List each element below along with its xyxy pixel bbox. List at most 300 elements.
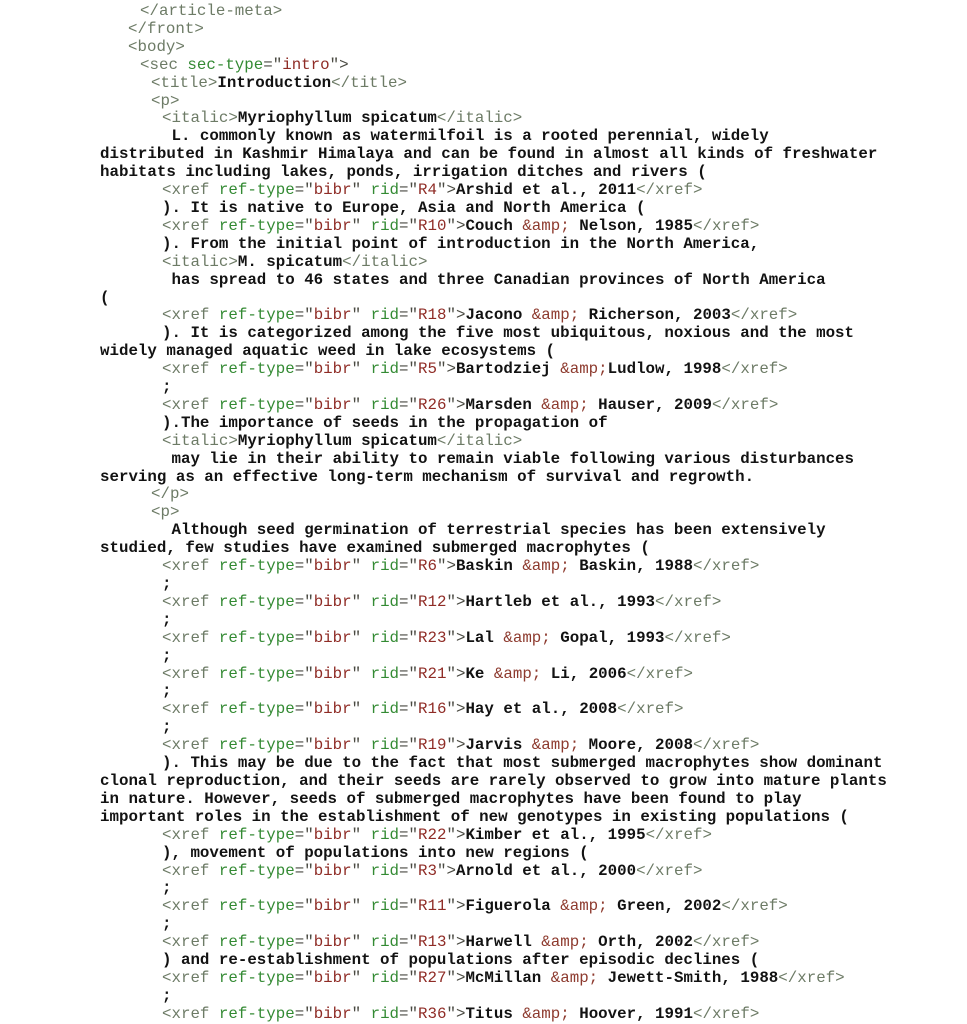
xml-attr-value: R10: [418, 216, 447, 235]
code-line: [100, 952, 947, 970]
xml-text: has spread to 46 states and three Canadian provinces of North America: [162, 270, 826, 289]
xml-text: Gopal, 1993: [550, 628, 665, 647]
xml-text: Jewett-Smith, 1988: [598, 968, 779, 987]
xml-punct: =": [399, 592, 419, 611]
xml-punct: ": [351, 861, 371, 880]
xml-punct: ": [351, 825, 371, 844]
code-line: [100, 254, 947, 272]
code-line: [100, 934, 947, 952]
code-line: [100, 988, 947, 1006]
xml-text: Harwell: [465, 933, 542, 952]
xml-tag: </xref>: [692, 1004, 760, 1023]
code-line: [100, 666, 947, 684]
code-line: [100, 791, 947, 809]
xml-tag: <italic>: [162, 431, 238, 450]
xml-tag: </xref>: [692, 216, 760, 235]
xml-attr-name: ref-type: [218, 181, 295, 200]
code-line: [100, 970, 947, 988]
xml-tag: <xref: [162, 557, 219, 576]
xml-tag: <xref: [162, 664, 219, 683]
code-line: [100, 1006, 947, 1024]
xml-text: Bartodziej: [455, 360, 561, 379]
xml-tag: </xref>: [721, 360, 788, 379]
xml-attr-name: rid: [370, 825, 400, 844]
code-line: [100, 39, 947, 57]
xml-punct: ">: [446, 216, 466, 235]
code-line: [100, 146, 947, 164]
xml-attr-value: R3: [418, 861, 437, 880]
xml-attr-value: R5: [418, 360, 437, 379]
xml-tag: </xref>: [692, 933, 760, 952]
xml-text: Arnold et al., 2000: [455, 861, 637, 880]
xml-tag: </p>: [151, 485, 189, 504]
xml-punct: ": [351, 897, 371, 916]
xml-tag: <xref: [162, 968, 219, 987]
xml-attr-name: rid: [370, 861, 400, 880]
xml-punct: =": [399, 825, 419, 844]
xml-attr-name: rid: [370, 736, 400, 755]
xml-text: ), movement of populations into new regions (: [162, 843, 589, 862]
xml-text: ) and re-establishment of populations after episodic declines (: [162, 951, 760, 970]
xml-attr-value: bibr: [313, 664, 352, 683]
code-line: [100, 916, 947, 934]
code-line: [100, 719, 947, 737]
xml-text: (: [100, 288, 110, 307]
xml-tag: <xref: [162, 825, 219, 844]
xml-attr-value: R18: [418, 306, 447, 325]
xml-attr-value: bibr: [313, 1004, 352, 1023]
xml-punct: ": [351, 360, 371, 379]
xml-attr-value: R16: [418, 700, 447, 719]
xml-punct: ": [351, 664, 371, 683]
xml-text: Kimber et al., 1995: [465, 825, 646, 844]
xml-attr-name: rid: [370, 933, 400, 952]
xml-text: ).The importance of seeds in the propagation of: [162, 413, 608, 432]
xml-text: widely managed aquatic weed in lake ecosystems (: [100, 342, 556, 361]
xml-text: ;: [162, 378, 172, 397]
xml-text: Orth, 2002: [588, 933, 693, 952]
xml-attr-value: bibr: [313, 700, 352, 719]
xml-text: ;: [162, 915, 172, 934]
xml-punct: =": [399, 557, 419, 576]
code-line: [100, 701, 947, 719]
xml-text: ). From the initial point of introduction in the North America,: [162, 234, 760, 253]
xml-entity: &amp;: [531, 306, 580, 325]
code-line: [100, 486, 947, 504]
xml-punct: ">: [446, 897, 466, 916]
xml-text: Myriophyllum spicatum: [237, 431, 437, 450]
xml-attr-name: rid: [370, 664, 400, 683]
code-line: [100, 361, 947, 379]
xml-punct: ": [351, 1004, 371, 1023]
xml-text: ). This may be due to the fact that most submerged macrophytes show dominant: [162, 754, 883, 773]
xml-text: studied, few studies have examined submerged macrophytes (: [100, 539, 650, 558]
xml-attr-value: bibr: [313, 181, 352, 200]
xml-tag: </xref>: [692, 557, 760, 576]
xml-attr-value: bibr: [313, 825, 352, 844]
xml-punct: ">: [446, 825, 466, 844]
xml-punct: =": [399, 664, 419, 683]
xml-attr-value: bibr: [313, 360, 352, 379]
xml-punct: =": [399, 861, 419, 880]
code-line: [100, 540, 947, 558]
xml-text: ;: [162, 986, 172, 1005]
xml-punct: =": [294, 306, 314, 325]
code-line: [100, 3, 947, 21]
xml-tag: <xref: [162, 1004, 219, 1023]
code-line: [100, 93, 947, 111]
xml-attr-value: bibr: [313, 306, 352, 325]
xml-attr-name: rid: [370, 700, 400, 719]
xml-entity: &amp;: [550, 968, 599, 987]
xml-text: clonal reproduction, and their seeds are rarely observed to grow into mature plants: [100, 771, 887, 790]
xml-text: Green, 2002: [607, 897, 722, 916]
xml-punct: =": [399, 968, 419, 987]
xml-attr-value: bibr: [313, 897, 352, 916]
xml-punct: ": [351, 933, 371, 952]
xml-attr-name: ref-type: [218, 968, 295, 987]
code-line: [100, 21, 947, 39]
xml-text: Ludlow, 1998: [607, 360, 722, 379]
xml-text: ;: [162, 610, 172, 629]
xml-punct: =": [294, 968, 314, 987]
xml-tag: </xref>: [636, 861, 703, 880]
xml-punct: ">: [446, 1004, 466, 1023]
xml-tag: <xref: [162, 861, 219, 880]
xml-text: in nature. However, seeds of submerged macrophytes have been found to play: [100, 789, 802, 808]
code-line: [100, 469, 947, 487]
xml-tag: <xref: [162, 736, 219, 755]
xml-attr-value: R11: [418, 897, 447, 916]
xml-punct: ": [351, 628, 371, 647]
xml-entity: &amp;: [522, 557, 570, 576]
xml-text: L. commonly known as watermilfoil is a rooted perennial, widely: [162, 127, 769, 146]
xml-entity: &amp;: [522, 1004, 570, 1023]
xml-entity: &amp;: [522, 216, 570, 235]
xml-attr-value: bibr: [313, 933, 352, 952]
xml-text: Titus: [465, 1004, 523, 1023]
xml-attr-value: R21: [418, 664, 447, 683]
code-line: [100, 182, 947, 200]
xml-tag: <xref: [162, 700, 219, 719]
code-line: [100, 236, 947, 254]
xml-tag: <xref: [162, 395, 219, 414]
xml-tag: </xref>: [664, 628, 731, 647]
xml-text: McMillan: [465, 968, 551, 987]
code-line: [100, 128, 947, 146]
xml-text: Baskin: [455, 557, 523, 576]
xml-punct: =": [399, 933, 419, 952]
xml-text: Couch: [465, 216, 523, 235]
xml-text: ;: [162, 682, 172, 701]
xml-attr-name: ref-type: [218, 861, 295, 880]
xml-attr-name: ref-type: [218, 216, 295, 235]
xml-punct: =": [294, 861, 314, 880]
xml-punct: =": [294, 592, 314, 611]
xml-text: ). It is native to Europe, Asia and North America (: [162, 198, 646, 217]
xml-tag: <body>: [128, 37, 185, 56]
xml-punct: ": [351, 216, 371, 235]
xml-text: ). It is categorized among the five most ubiquitous, noxious and the most: [162, 324, 855, 343]
xml-tag: <sec: [140, 55, 188, 74]
xml-punct: ">: [446, 933, 466, 952]
xml-punct: =": [294, 700, 314, 719]
xml-punct: =": [294, 736, 314, 755]
code-line: [100, 397, 947, 415]
code-line: [100, 433, 947, 451]
xml-attr-name: ref-type: [218, 360, 295, 379]
xml-punct: =": [399, 700, 419, 719]
xml-attr-value: bibr: [313, 557, 352, 576]
xml-text: distributed in Kashmir Himalaya and can be found in almost all kinds of freshwater: [100, 145, 878, 164]
xml-tag: <xref: [162, 592, 219, 611]
code-line: [100, 415, 947, 433]
code-line: [100, 737, 947, 755]
code-line: [100, 164, 947, 182]
xml-text: serving as an effective long-term mechanism of survival and regrowth.: [100, 467, 755, 486]
xml-punct: ": [351, 181, 371, 200]
code-line: [100, 522, 947, 540]
code-line: [100, 110, 947, 128]
xml-attr-value: R12: [418, 592, 447, 611]
xml-attr-name: ref-type: [218, 897, 295, 916]
xml-entity: &amp;: [531, 736, 580, 755]
xml-text: Li, 2006: [541, 664, 627, 683]
xml-text: Figuerola: [465, 897, 561, 916]
xml-attr-name: ref-type: [218, 933, 295, 952]
xml-punct: =": [399, 216, 419, 235]
xml-attr-value: R22: [418, 825, 447, 844]
xml-attr-value: bibr: [313, 592, 352, 611]
xml-punct: =": [399, 181, 419, 200]
code-line: [100, 755, 947, 773]
xml-punct: =": [294, 897, 314, 916]
xml-text: Hartleb et al., 1993: [465, 592, 656, 611]
xml-attr-value: R26: [418, 395, 447, 414]
xml-tag: <p>: [151, 503, 180, 522]
xml-tag: </xref>: [617, 700, 684, 719]
xml-attr-value: R23: [418, 628, 447, 647]
xml-tag: <italic>: [162, 252, 238, 271]
xml-tag: <xref: [162, 360, 219, 379]
xml-tag: </xref>: [692, 736, 760, 755]
code-line: [100, 880, 947, 898]
code-line: [100, 75, 947, 93]
xml-text: important roles in the establishment of new genotypes in existing populations (: [100, 807, 849, 826]
xml-punct: ">: [446, 592, 466, 611]
xml-text: ;: [162, 879, 172, 898]
code-line: [100, 307, 947, 325]
xml-tag: </xref>: [730, 306, 798, 325]
xml-punct: ">: [436, 360, 456, 379]
xml-punct: ": [351, 306, 371, 325]
xml-text: Hay et al., 2008: [465, 700, 618, 719]
xml-attr-value: R4: [418, 181, 437, 200]
xml-punct: ": [351, 557, 371, 576]
xml-punct: ">: [436, 181, 456, 200]
code-line: [100, 612, 947, 630]
xml-attr-name: ref-type: [218, 1004, 295, 1023]
xml-attr-name: ref-type: [218, 628, 295, 647]
xml-punct: =": [294, 216, 314, 235]
xml-tag: </italic>: [436, 109, 523, 128]
xml-punct: =": [399, 306, 419, 325]
xml-text: Moore, 2008: [579, 736, 693, 755]
xml-attr-name: rid: [370, 395, 400, 414]
xml-punct: ">: [446, 395, 466, 414]
xml-attr-name: ref-type: [218, 306, 295, 325]
xml-tag: </xref>: [711, 395, 779, 414]
xml-attr-value: intro: [282, 55, 330, 74]
xml-attr-value: bibr: [313, 628, 352, 647]
xml-tag: <xref: [162, 628, 219, 647]
xml-tag: <xref: [162, 216, 219, 235]
xml-text: Jarvis: [465, 736, 532, 755]
xml-tag: <p>: [151, 91, 180, 110]
xml-punct: =": [399, 897, 419, 916]
xml-punct: =": [399, 360, 419, 379]
xml-text: habitats including lakes, ponds, irrigation ditches and rivers (: [100, 163, 707, 182]
code-line: [100, 200, 947, 218]
xml-text: Baskin, 1988: [569, 557, 693, 576]
xml-text: Arshid et al., 2011: [455, 181, 637, 200]
xml-text: Jacono: [465, 306, 532, 325]
xml-punct: =": [294, 825, 314, 844]
xml-tag: </xref>: [636, 181, 703, 200]
xml-attr-value: bibr: [313, 736, 352, 755]
xml-punct: =": [294, 664, 314, 683]
xml-attr-name: ref-type: [218, 664, 295, 683]
xml-tag: <xref: [162, 306, 219, 325]
xml-tag: </front>: [128, 19, 204, 38]
code-line: [100, 290, 947, 308]
xml-punct: =": [294, 933, 314, 952]
xml-tag: </italic>: [436, 431, 523, 450]
code-line: [100, 504, 947, 522]
code-line: [100, 863, 947, 881]
code-line: [100, 343, 947, 361]
xml-attr-value: R19: [418, 736, 447, 755]
xml-attr-value: bibr: [313, 861, 352, 880]
xml-punct: ">: [446, 700, 466, 719]
code-line: [100, 57, 947, 75]
xml-attr-name: ref-type: [218, 825, 295, 844]
xml-attr-name: rid: [370, 1004, 400, 1023]
xml-attr-name: ref-type: [218, 395, 295, 414]
xml-attr-value: R36: [418, 1004, 447, 1023]
xml-tag: </article-meta>: [140, 2, 283, 20]
xml-text: Lal: [465, 628, 504, 647]
xml-tag: </xref>: [626, 664, 693, 683]
xml-attr-name: rid: [370, 628, 400, 647]
code-line: [100, 773, 947, 791]
xml-text: Hauser, 2009: [588, 395, 712, 414]
xml-punct: =": [294, 360, 314, 379]
xml-text: may lie in their ability to remain viable following various disturbances: [162, 449, 855, 468]
xml-punct: ": [351, 700, 371, 719]
xml-text: Although seed germination of terrestrial species has been extensively: [162, 521, 826, 540]
xml-attr-name: rid: [370, 216, 400, 235]
code-line: [100, 325, 947, 343]
xml-tag: </xref>: [645, 825, 712, 844]
code-line: [100, 379, 947, 397]
xml-punct: =": [294, 181, 314, 200]
xml-punct: ">: [446, 736, 466, 755]
code-line: [100, 648, 947, 666]
xml-punct: =": [399, 395, 419, 414]
xml-attr-name: ref-type: [218, 557, 295, 576]
xml-punct: ">: [436, 557, 456, 576]
xml-punct: ": [351, 592, 371, 611]
code-line: [100, 827, 947, 845]
xml-attr-value: R13: [418, 933, 447, 952]
xml-punct: ">: [436, 861, 456, 880]
code-line: [100, 898, 947, 916]
xml-text: Introduction: [217, 73, 332, 92]
xml-text: Marsden: [465, 395, 542, 414]
code-line: [100, 845, 947, 863]
xml-attr-name: ref-type: [218, 736, 295, 755]
code-line: [100, 451, 947, 469]
xml-entity: &amp;: [560, 897, 608, 916]
xml-text: Ke: [465, 664, 494, 683]
code-line: [100, 576, 947, 594]
xml-punct: =": [294, 628, 314, 647]
xml-attr-name: rid: [370, 897, 400, 916]
code-line: [100, 218, 947, 236]
xml-attr-name: ref-type: [218, 700, 295, 719]
xml-punct: =": [294, 557, 314, 576]
xml-attr-name: ref-type: [218, 592, 295, 611]
xml-attr-value: R6: [418, 557, 437, 576]
xml-text: ;: [162, 646, 172, 665]
xml-tag: <xref: [162, 897, 219, 916]
xml-tag: <xref: [162, 933, 219, 952]
code-line: [100, 558, 947, 576]
xml-text: M. spicatum: [237, 252, 343, 271]
xml-attr-value: bibr: [313, 968, 352, 987]
xml-text: Nelson, 1985: [569, 216, 693, 235]
xml-punct: ">: [329, 55, 349, 74]
xml-tag: </xref>: [721, 897, 788, 916]
xml-punct: ": [351, 736, 371, 755]
xml-attr-value: bibr: [313, 216, 352, 235]
xml-attr-name: rid: [370, 181, 400, 200]
xml-punct: ": [351, 395, 371, 414]
xml-entity: &amp;: [493, 664, 542, 683]
xml-attr-name: sec-type: [187, 55, 264, 74]
xml-tag: </xref>: [655, 592, 722, 611]
xml-punct: =": [294, 1004, 314, 1023]
xml-attr-name: rid: [370, 360, 400, 379]
xml-attr-name: rid: [370, 968, 400, 987]
xml-tag: </title>: [331, 73, 407, 92]
xml-attr-name: rid: [370, 306, 400, 325]
xml-text: Myriophyllum spicatum: [237, 109, 437, 128]
xml-text: ;: [162, 575, 172, 593]
xml-punct: ">: [446, 628, 466, 647]
xml-punct: =": [399, 628, 419, 647]
xml-entity: &amp;: [541, 933, 589, 952]
xml-entity: &amp;: [503, 628, 551, 647]
xml-punct: =": [294, 395, 314, 414]
xml-attr-value: bibr: [313, 395, 352, 414]
code-line: [100, 272, 947, 290]
xml-text: Richerson, 2003: [579, 306, 731, 325]
xml-tag: <xref: [162, 181, 219, 200]
xml-attr-name: rid: [370, 557, 400, 576]
code-line: [100, 594, 947, 612]
